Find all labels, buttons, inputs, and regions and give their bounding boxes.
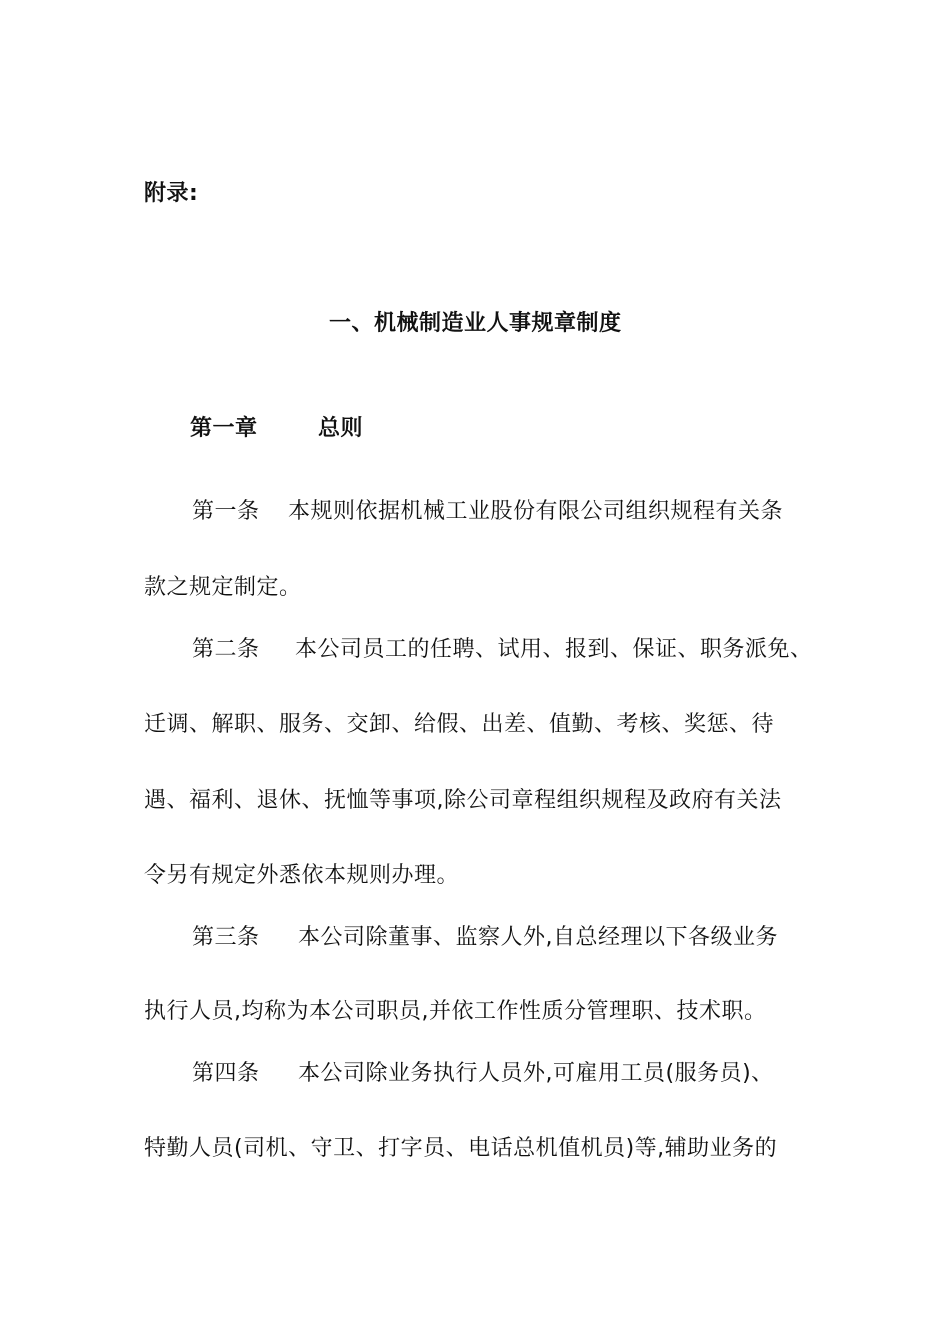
article-4-text: 本公司除业务执行人员外,可雇用工员(服务员)、 (298, 1061, 774, 1086)
article-1-text: 本规则依据机械工业股份有限公司组织规程有关条 (288, 499, 784, 524)
chapter-number: 第一章 (190, 416, 258, 441)
article-2-text: 本公司员工的任聘、试用、报到、保证、职务派免、 (295, 637, 813, 662)
article-3-continuation: 执行人员,均称为本公司职员,并依工作性质分管理职、技术职。 (144, 999, 767, 1024)
appendix-label: 附录: (144, 181, 199, 206)
article-1-number: 第一条 (192, 499, 260, 524)
article-2-continuation: 遇、福利、退休、抚恤等事项,除公司章程组织规程及政府有关法 (144, 788, 782, 813)
chapter-name: 总则 (318, 416, 364, 441)
section-title: 一、机械制造业人事规章制度 (329, 311, 622, 336)
article-4-number: 第四条 (192, 1061, 260, 1086)
article-2-number: 第二条 (192, 637, 260, 662)
article-4-continuation: 特勤人员(司机、守卫、打字员、电话总机值机员)等,辅助业务的 (144, 1136, 778, 1161)
article-2-continuation: 令另有规定外悉依本规则办理。 (144, 863, 460, 888)
article-3-number: 第三条 (192, 925, 260, 950)
article-3-text: 本公司除董事、监察人外,自总经理以下各级业务 (298, 925, 778, 950)
article-2-continuation: 迁调、解职、服务、交卸、给假、出差、值勤、考核、奖惩、待 (144, 712, 775, 737)
article-1-continuation: 款之规定制定。 (144, 575, 302, 600)
